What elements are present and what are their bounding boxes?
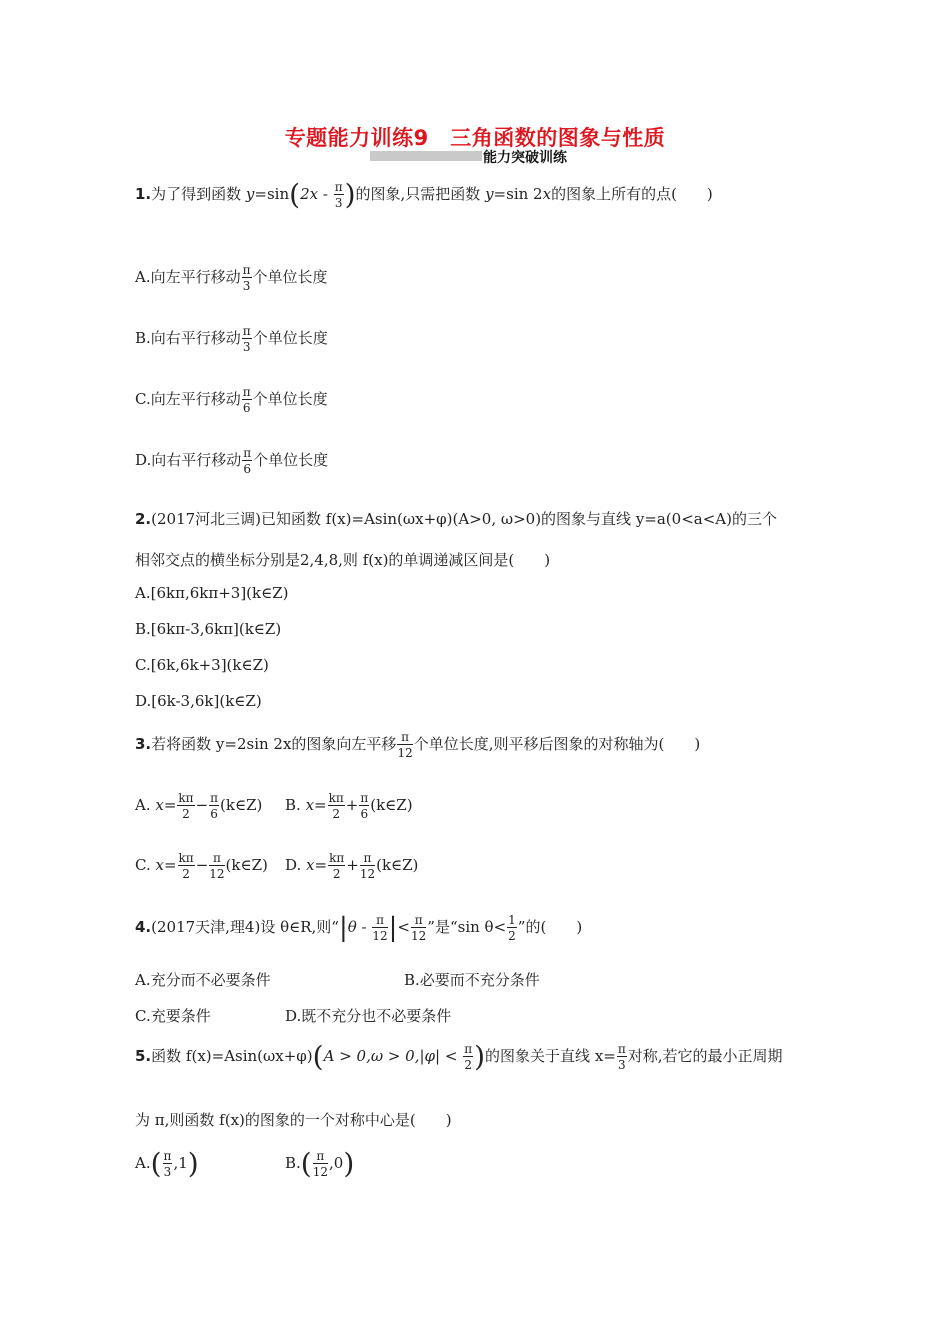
fraction: $\frac{k\pi}{2}$ (328, 791, 344, 821)
q3-option-d[interactable]: D. x= $\frac{k\pi}{2}$ + $\frac{\pi}{12}$ (k∈Z) (285, 851, 419, 881)
q3-option-a[interactable]: A. x= $\frac{k\pi}{2}$ − $\frac{\pi}{6}$ (k∈Z) (135, 791, 263, 821)
abs-bar: | (338, 913, 348, 943)
fraction: $\frac{k\pi}{2}$ (178, 791, 194, 821)
right-paren: ) (474, 1040, 486, 1073)
q2-option-a[interactable]: A.[6kπ,6kπ+3](k∈Z) (135, 584, 289, 602)
fraction: $\frac{\pi}{3}$ (163, 1149, 172, 1179)
fraction: $\frac{\pi}{12}$ (372, 913, 388, 943)
question-number: 3. (135, 735, 152, 753)
abs-bar: | (388, 913, 398, 943)
question-number: 2. (135, 510, 152, 528)
fraction: $\frac{\pi}{6}$ (243, 446, 252, 476)
question-number: 4. (135, 918, 152, 936)
fraction: $\frac{\pi}{6}$ (360, 791, 369, 821)
fraction: $\frac{\pi}{3}$ (242, 324, 251, 354)
q4-option-b[interactable]: B.必要而不充分条件 (404, 971, 540, 989)
right-paren: ) (187, 1147, 199, 1180)
fraction: $\frac{\pi}{12}$ (312, 1149, 329, 1179)
fraction: $\frac{\pi}{3}$ (617, 1042, 626, 1072)
question-number: 5. (135, 1047, 152, 1065)
fraction: $\frac{k\pi}{2}$ (178, 851, 194, 881)
question-3-stem: 3.若将函数 y=2sin 2x的图象向左平移 $\frac{\pi}{12}$ 个单位长度,则平移后图象的对称轴为( ) (135, 730, 701, 760)
fraction: $\frac{\pi}{3}$ (242, 263, 251, 293)
question-4-stem: 4.(2017天津,理4)设 θ∈R,则“|θ - $\frac{\pi}{12}$ |< $\frac{\pi}{12}$ ”是“sin θ< $\frac{1}{2}$ ”的( ) (135, 913, 583, 943)
question-5-stem-line2: 为 π,则函数 f(x)的图象的一个对称中心是( ) (135, 1111, 452, 1129)
section-subtitle: 能力突破训练 (483, 150, 567, 166)
fraction: $\frac{\pi}{6}$ (242, 385, 251, 415)
q1-option-a[interactable]: A.向左平行移动 $\frac{\pi}{3}$ 个单位长度 (135, 263, 328, 293)
q4-option-a[interactable]: A.充分而不必要条件 (135, 971, 271, 989)
q2-option-c[interactable]: C.[6k,6k+3](k∈Z) (135, 656, 269, 674)
fraction: $\frac{k\pi}{2}$ (329, 851, 345, 881)
left-paren: ( (312, 1040, 324, 1073)
fraction: $\frac{\pi}{6}$ (210, 791, 219, 821)
fraction: $\frac{\pi}{2}$ (464, 1042, 473, 1072)
question-5-stem-line1: 5.函数 f(x)=Asin(ωx+φ)(A > 0,ω > 0,|φ| < $\frac{\pi}{2}$ )的图象关于直线 x= $\frac{\pi}{3}$ 对称,若它的最小正周期 (135, 1040, 783, 1073)
q3-option-c[interactable]: C. x= $\frac{k\pi}{2}$ − $\frac{\pi}{12}$ (k∈Z) (135, 851, 268, 881)
q1-option-b[interactable]: B.向右平行移动 $\frac{\pi}{3}$ 个单位长度 (135, 324, 328, 354)
question-2-stem-line2: 相邻交点的横坐标分别是2,4,8,则 f(x)的单调递减区间是( ) (135, 551, 551, 569)
q5-option-b[interactable]: B.( $\frac{\pi}{12}$ ,0) (285, 1147, 355, 1180)
q3-option-b[interactable]: B. x= $\frac{k\pi}{2}$ + $\frac{\pi}{6}$ (k∈Z) (285, 791, 413, 821)
fraction: $\frac{\pi}{12}$ (411, 913, 427, 943)
left-paren: ( (300, 1147, 312, 1180)
q2-option-b[interactable]: B.[6kπ-3,6kπ](k∈Z) (135, 620, 282, 638)
q2-option-d[interactable]: D.[6k-3,6k](k∈Z) (135, 692, 262, 710)
fraction: $\frac{1}{2}$ (508, 913, 516, 943)
q1-option-d[interactable]: D.向右平行移动 $\frac{\pi}{6}$ 个单位长度 (135, 446, 329, 476)
fraction: $\frac{\pi}{12}$ (359, 851, 376, 881)
fraction: $\frac{\pi}{12}$ (209, 851, 225, 881)
page-title: 专题能力训练9 三角函数的图象与性质 (284, 126, 666, 150)
fraction: $\frac{\pi}{3}$ (334, 180, 343, 210)
right-paren: ) (344, 178, 356, 211)
left-paren: ( (150, 1147, 162, 1180)
question-2-stem-line1: 2.(2017河北三调)已知函数 f(x)=Asin(ωx+φ)(A>0, ω>0)的图象与直线 y=a(0<a<A)的三个 (135, 510, 777, 528)
q4-option-d[interactable]: D.既不充分也不必要条件 (285, 1007, 452, 1025)
left-paren: ( (289, 178, 301, 211)
q4-option-c[interactable]: C.充要条件 (135, 1007, 211, 1025)
question-number: 1. (135, 185, 152, 203)
right-paren: ) (343, 1147, 355, 1180)
q1-option-c[interactable]: C.向左平行移动 $\frac{\pi}{6}$ 个单位长度 (135, 385, 328, 415)
q5-option-a[interactable]: A.( $\frac{\pi}{3}$ ,1) (135, 1147, 199, 1180)
subtitle-bar (370, 151, 482, 161)
question-1-stem: 1.为了得到函数 y=sin(2x - $\frac{\pi}{3}$ )的图象,只需把函数 y=sin 2x的图象上所有的点( ) (135, 178, 713, 211)
fraction: $\frac{\pi}{12}$ (397, 730, 413, 760)
